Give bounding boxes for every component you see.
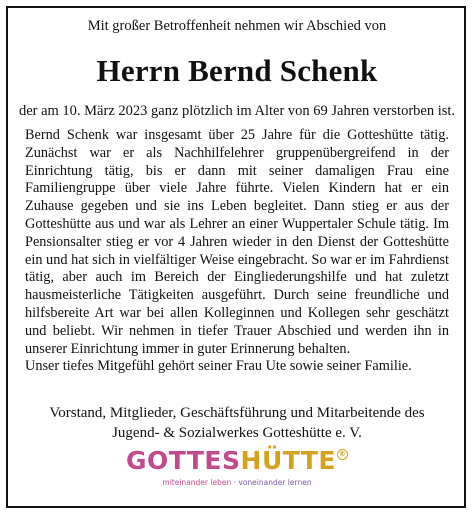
logo-wordmark (0, 446, 474, 476)
logo-word-part2: HÜTTE (240, 446, 337, 475)
tagline-part1: miteinander leben (162, 478, 232, 487)
registered-mark-icon: ® (338, 450, 347, 458)
tagline-separator: · (231, 478, 239, 487)
gotteshuette-logo (0, 446, 474, 488)
signature-line-1: Vorstand, Mitglieder, Geschäftsführung und Mitarbeitende des (49, 405, 425, 421)
tagline-part2: voneinander lernen (238, 478, 312, 487)
signature-line-2: Jugend- & Sozialwerkes Gotteshütte e. V. (112, 425, 362, 441)
signature-block (0, 403, 474, 443)
intro-text: Mit großer Betroffenheit nehmen wir Abschied von (87, 18, 387, 34)
date-line: der am 10. März 2023 ganz plötzlich im Alter von 69 Jahren verstorben ist. (18, 103, 456, 119)
logo-tagline (0, 478, 474, 488)
condolence-line: Unser tiefes Mitgefühl gehört seiner Frau Ute sowie seiner Familie. (25, 358, 412, 375)
deceased-name: Herrn Bernd Schenk (96, 53, 378, 88)
obituary-body (25, 127, 449, 376)
obituary-paragraph: Bernd Schenk war insgesamt über 25 Jahre für die Gotteshütte tätig. Zunächst war er als Nachhilfelehrer gruppenübergreifend in der Einrichtung tätig, bis er dann mit seiner damaligen Frau eine Familiengruppe über viele Jahre führte. Vielen Kindern hat er ein Zuhause gegeben und sie ins Leben begleitet. Dann stieg er aus der Gotteshütte aus und war als Lehrer an einer Wuppertaler Schule tätig. Im Pensionsalter stieg er vor 4 Jahren wieder in den Dienst der Gotteshütte ein und hat sich in vielfältiger Weise eingebracht. So war er im Fahrdienst tätig, aber auch im Bereich der Eingliederungshilfe und hat zuletzt hausmeisterliche Tätigkeiten ausgeführt. Durch seine freundliche und hilfsbereite Art war bei allen Kolleginnen und Kollegen sehr geschätzt und beliebt. Wir nehmen in tiefer Trauer Abschied und werden ihn in unserer Einrichtung immer in guter Erinnerung behalten. (25, 127, 449, 357)
logo-word-part1: GOTTES (125, 446, 241, 475)
